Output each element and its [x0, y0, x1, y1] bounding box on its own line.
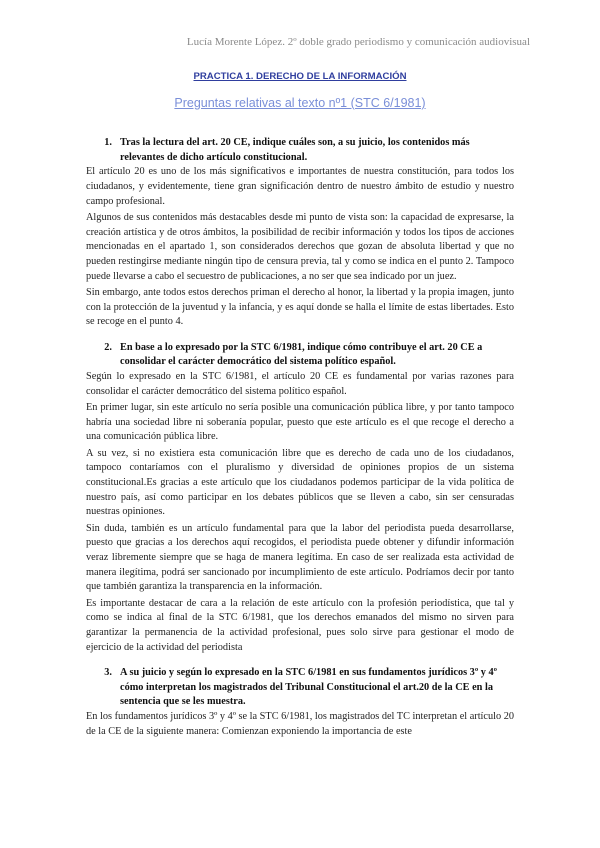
question-number: 3. — [104, 666, 112, 678]
question-number: 1. — [104, 137, 112, 148]
answer-paragraph: Sin duda, también es un artículo fundamental para que la labor del periodista pueda desarrollarse, puesto que gracias a los derechos aquí recogidos, el periodista puede obtener y difundir información veraz libremente siempre que se haga de manera legítima. En caso de ser realizada esta actividad de manera ilegítima, podrá ser sancionado por incumplimiento de este artículo. Podríamos decir por tanto que también garantiza la transparencia en la información. — [86, 522, 514, 593]
question-1 — [86, 136, 514, 165]
answer-paragraph: En primer lugar, sin este artículo no sería posible una comunicación pública libre, y por tanto tampoco habría una sociedad libre ni soberanía popular, puesto que este artículo es el que recoge el derecho a una comunicación pública libre. — [86, 401, 514, 443]
document-subtitle: Preguntas relativas al texto nº1 (STC 6/1981) — [174, 96, 426, 110]
answer-paragraph: Algunos de sus contenidos más destacables desde mi punto de vista son: la capacidad de expresarse, la creación artística y de otros ámbitos, la posibilidad de recibir información y todos los tipos de acciones mencionadas en el apartado 1, son considerados derechos que gozan de absoluta libertad y que no pueden restingirse mediante ningún tipo de censura previa, tal y como se indica en el punto 2. Tampoco puede llevarse a cabo el secuestro de publicaciones, a no ser que sea indicado por un juez. — [86, 212, 514, 282]
answer-paragraph: El artículo 20 es uno de los más significativos e importantes de nuestra constitución, para todos los ciudadanos, y evidentemente, tiene gran significación dentro de nuestro ámbito de estudio y nuestro campo profesional. — [86, 166, 514, 207]
answer-paragraph: En los fundamentos jurídicos 3º y 4º se la STC 6/1981, los magistrados del TC interpretan el artículo 20 de la CE de la siguiente manera: Comienzan exponiendo la importancia de este — [86, 711, 515, 737]
question-text: A su juicio y según lo expresado en la STC 6/1981 en sus fundamentos jurídicos 3º y 4º cómo interpretan los magistrados del Tribunal Constitucional el art.20 de la CE en la sentencia que se les muestra. — [120, 666, 498, 708]
question-text: Tras la lectura del art. 20 CE, indique cuáles son, a su juicio, los contenidos más relevantes de dicho artículo constitucional. — [120, 137, 470, 163]
question-3 — [86, 666, 514, 710]
document-body — [86, 136, 514, 741]
document-title: PRACTICA 1. DERECHO DE LA INFORMACIÓN — [193, 71, 407, 82]
page-header: Lucía Morente López. 2º doble grado periodismo y comunicación audiovisual — [186, 36, 530, 48]
answer-paragraph: A su vez, si no existiera esta comunicación libre que es derecho de cada uno de los ciudadanos, tampoco contaríamos con el pluralismo y diversidad de opiniones propios de un sistema constitucional.Es gracias a este artículo que los ciudadanos podemos participar de la vida política de nuestro país, así como participar en los debates públicos que se lleven a cabo, sin ser censuradas nuestras opiniones. — [86, 447, 514, 518]
question-text: En base a lo expresado por la STC 6/1981, indique cómo contribuye el art. 20 CE a consolidar el carácter democrático del sistema político español. — [120, 341, 483, 368]
answer-paragraph: Según lo expresado en la STC 6/1981, el artículo 20 CE es fundamental por varias razones para consolidar el carácter democrático del sistema político español. — [86, 371, 514, 397]
answer-paragraph: Sin embargo, ante todos estos derechos priman el derecho al honor, la libertad y la propia imagen, junto con la protección de la juventud y la infancia, y es aquí donde se halla el límite de estas libertades. Esto se recoge en el punto 4. — [86, 287, 514, 328]
answer-paragraph: Es importante destacar de cara a la relación de este artículo con la profesión periodística, que tal y como se indica al final de la STC 6/1981, que los derechos emanados del mismo no sirven para garantizar la permanencia de la actividad profesional, pues solo sirve para gestionar el modo de ejercicio de la actividad del periodista — [86, 597, 514, 653]
question-number: 2. — [104, 341, 112, 353]
question-2 — [86, 341, 514, 370]
